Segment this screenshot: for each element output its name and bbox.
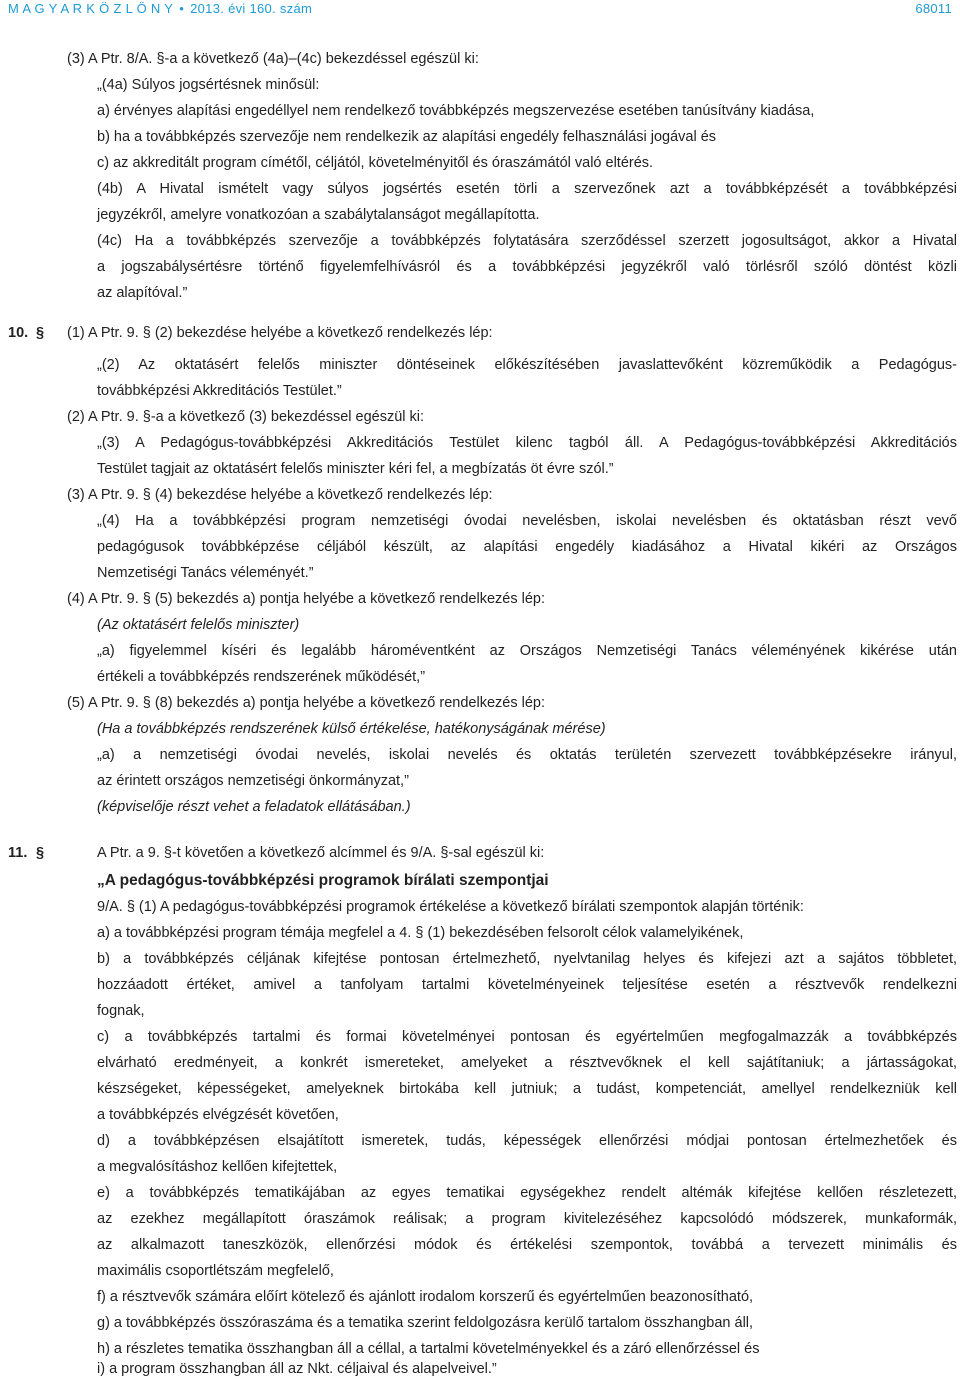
text-line: Testület tagjait az oktatásért felelős miniszter kéri fel, a megbízatás öt évre szól.” (97, 461, 614, 477)
text-line: 9/A. § (1) A pedagógus-továbbképzési programok értékelése a következő bírálati szempontok alapján történik: (97, 899, 804, 915)
text-line: „A pedagógus-továbbképzési programok bírálati szempontjai (97, 872, 549, 889)
journal-title (8, 1, 312, 16)
text-line: f) a résztvevők számára előírt kötelező és ajánlott irodalom korszerű és egyértelműen beazonosítható, (97, 1289, 754, 1305)
text-line: az ezekhez megállapított óraszámok reálisak; a program kivitelezéséhez kapcsolódó módszerek, munkaformák, (97, 1211, 957, 1227)
text-line: az alkalmazott taneszközök, ellenőrzési módok és értékelési szempontok, továbbá a tervezett minimális és (97, 1237, 957, 1253)
section-10-number: 10. (8, 325, 29, 341)
text-line: i) a program összhangban áll az Nkt. céljaival és alapelveivel.” (97, 1361, 497, 1377)
text-line: (Ha a továbbképzés rendszerének külső értékelése, hatékonyságának mérése) (97, 721, 606, 737)
text-line: „(3) A Pedagógus-továbbképzési Akkreditációs Testület kilenc tagból áll. A Pedagógus-továbbképzési Akkreditációs (97, 435, 957, 451)
text-line: (4) A Ptr. 9. § (5) bekezdés a) pontja helyébe a következő rendelkezés lép: (67, 591, 545, 607)
text-line: h) a részletes tematika összhangban áll a céllal, a tartalmi követelményekkel és a záró ellenőrzéssel és (97, 1341, 760, 1357)
text-line: maximális csoportlétszám megfelelő, (97, 1263, 334, 1279)
text-line: értékeli a továbbképzés rendszerének működését,” (97, 669, 426, 685)
text-line: c) a továbbképzés tartalmi és formai követelményei pontosan és egyértelműen megfogalmazzák a továbbképzés (97, 1029, 957, 1045)
text-line: „a) figyelemmel kíséri és legalább hároméventként az Országos Nemzetiségi Tanács véleményének kikérése után (97, 643, 957, 659)
text-line: (Az oktatásért felelős miniszter) (97, 617, 300, 633)
text-line: (4c) Ha a továbbképzés szervezője a továbbképzés folytatására szerződéssel szerzett jogosultságot, akkor a Hivatal (97, 233, 957, 249)
text-line: b) ha a továbbképzés szervezője nem rendelkezik az alapítási engedély felhasználási jogával és (97, 129, 717, 145)
text-line: továbbképzési Akkreditációs Testület.” (97, 383, 342, 399)
section-10-sign: § (36, 325, 45, 341)
text-line: készségeket, képességeket, amelyeknek birtokába kell jutniuk; a tudást, kompetenciát, amellyel rendelkezniük kell (97, 1081, 957, 1097)
text-line: (1) A Ptr. 9. § (2) bekezdése helyébe a következő rendelkezés lép: (67, 325, 493, 341)
text-line: (5) A Ptr. 9. § (8) bekezdés a) pontja helyébe a következő rendelkezés lép: (67, 695, 545, 711)
text-line: „a) a nemzetiségi óvodai nevelés, iskolai nevelés és oktatás területén szervezett továbbképzésekre irányul, (97, 747, 957, 763)
text-line: „(4a) Súlyos jogsértésnek minősül: (97, 77, 320, 93)
text-line: c) az akkreditált program címétől, céljától, követelményitől és óraszámától való eltérés. (97, 155, 654, 171)
text-line: b) a továbbképzés céljának kifejtése pontosan értelmezhető, nyelvtanilag helyes és kifejezi azt a sajátos többletet, (97, 951, 957, 967)
text-line: a) a továbbképzési program témája megfelel a 4. § (1) bekezdésében felsorolt célok valamelyikének, (97, 925, 744, 941)
text-line: d) a továbbképzésen elsajátított ismeretek, tudás, képességek ellenőrzési módjai pontosan értelmezhetőek és (97, 1133, 957, 1149)
header-bullet: • (179, 1, 185, 16)
text-line: fognak, (97, 1003, 145, 1019)
text-line: g) a továbbképzés összóraszáma és a tematika szerint feldolgozásra kerülő tartalom összhangban áll, (97, 1315, 754, 1331)
text-line: (4b) A Hivatal ismételt vagy súlyos jogsértés esetén törli a szervezőnek azt a továbbképzését a továbbképzési (97, 181, 957, 197)
text-line: A Ptr. a 9. §-t követően a következő alcímmel és 9/A. §-sal egészül ki: (97, 845, 545, 861)
text-line: pedagógusok továbbképzése céljából készült, az alapítási engedély kiadásához a Hivatal kikéri az Országos (97, 539, 957, 555)
text-line: jegyzékről, amelyre vonatkozóan a szabálytalanságot megállapította. (97, 207, 540, 223)
text-line: „(2) Az oktatásért felelős miniszter döntéseinek előkészítésében javaslattevőként közreműködik a Pedagógus- (97, 357, 957, 373)
text-line: a megvalósításhoz kellően kifejtettek, (97, 1159, 338, 1175)
text-line: (3) A Ptr. 8/A. §-a a következő (4a)–(4c) bekezdéssel egészül ki: (67, 51, 479, 67)
section-11-sign: § (36, 845, 45, 861)
issue-label: 2013. évi 160. szám (190, 1, 313, 16)
page-number: 68011 (915, 1, 952, 16)
text-line: „(4) Ha a továbbképzési program nemzetiségi óvodai nevelésben, iskolai nevelésben és oktatásban részt vevő (97, 513, 957, 529)
text-line: elvárható eredményeit, a konkrét ismereteket, amelyeket a résztvevőknek el kell sajátítaniuk; a jártasságokat, (97, 1055, 957, 1071)
text-line: a) érvényes alapítási engedéllyel nem rendelkező továbbképzés megszervezése esetében tanúsítvány kiadása, (97, 103, 815, 119)
text-line: hozzáadott értéket, amivel a tanfolyam tartalmi követelményeinek teljesítése esetén a résztvevők rendelkezni (97, 977, 957, 993)
page-header (0, 0, 960, 24)
section-11-number: 11. (8, 845, 28, 861)
text-line: e) a továbbképzés tematikájában az egyes tematikai egységekhez rendelt altémák kifejtése kellően részletezett, (97, 1185, 957, 1201)
text-line: az alapítóval.” (97, 285, 188, 301)
text-line: (3) A Ptr. 9. § (4) bekezdése helyébe a következő rendelkezés lép: (67, 487, 493, 503)
text-line: Nemzetiségi Tanács véleményét.” (97, 565, 314, 581)
text-line: az érintett országos nemzetiségi önkormányzat,” (97, 773, 409, 789)
text-line: (képviselője részt vehet a feladatok ellátásában.) (97, 799, 411, 815)
text-line: a továbbképzés elvégzését követően, (97, 1107, 339, 1123)
journal-name: M A G Y A R K Ö Z L Ö N Y (8, 1, 174, 16)
text-line: a jogszabálysértésre történő figyelemfelhívásról és a továbbképzési jegyzékről való törlésről szóló döntést közli (97, 259, 957, 275)
text-line: (2) A Ptr. 9. §-a a következő (3) bekezdéssel egészül ki: (67, 409, 425, 425)
